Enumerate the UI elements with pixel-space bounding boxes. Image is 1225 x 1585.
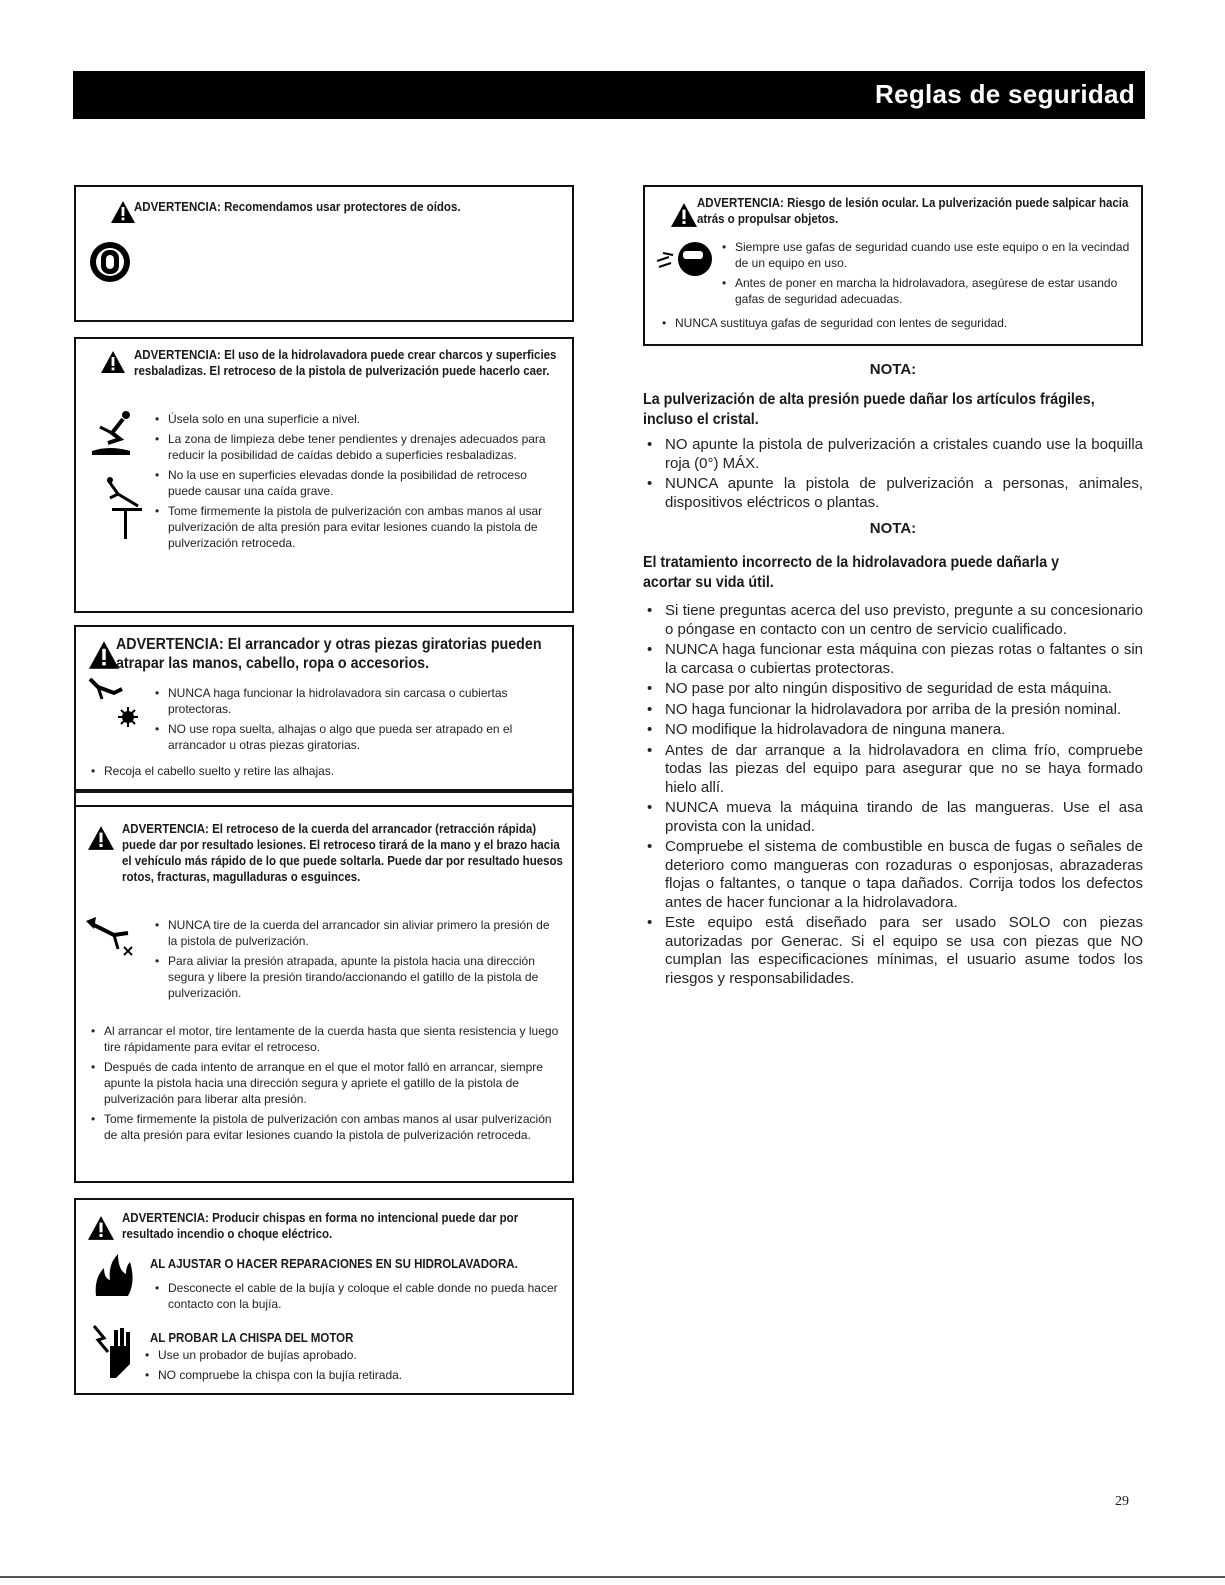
list-item: • La zona de limpieza debe tener pendientes y drenajes adecuados para reducir la posibilidad de caídas debido a superficies resbaladizas.	[152, 431, 562, 463]
list-item: • NUNCA haga funcionar la hidrolavadora sin carcasa o cubiertas protectoras.	[152, 685, 562, 717]
warning-rotating-parts-box	[74, 625, 574, 791]
page-title: Reglas de seguridad	[875, 79, 1135, 109]
list-item: • Compruebe el sistema de combustible en busca de fugas o señales de deterioro como mangueras con rozaduras o esponjosas, abrazaderas flojas o faltantes, o tanque o tapa dañados. Corrija todos los defectos antes de hacer funcionar a la hidrolavadora.	[643, 838, 1143, 912]
electric-shock-icon	[92, 1324, 132, 1380]
warning-triangle-icon	[671, 203, 697, 227]
list-item: • Recoja el cabello suelto y retire las alhajas.	[88, 763, 558, 779]
entanglement-hazard-icon	[88, 677, 140, 727]
note-heading: La pulverización de alta presión puede dañar los artículos frágiles, incluso el cristal.	[643, 391, 1095, 428]
list-item: • Úsela solo en una superficie a nivel.	[152, 411, 562, 427]
list-item: • Antes de dar arranque a la hidrolavadora en clima frío, compruebe todas las piezas del equipo para asegurar que no se haya formado hielo allí.	[643, 742, 1143, 798]
list-item: • NO pase por alto ningún dispositivo de seguridad de esta máquina.	[643, 680, 1143, 699]
list-item: • NUNCA tire de la cuerda del arrancador sin aliviar primero la presión de la pistola de pulverización.	[152, 917, 562, 949]
list-item: • Este equipo está diseñado para ser usado SOLO con piezas autorizadas por Generac. Si el equipo se usa con piezas que NO cumplan las especificaciones mínimas, el usuario asume todos los riesgos y responsabilidades.	[643, 914, 1143, 988]
list-item: • NO apunte la pistola de pulverización a cristales cuando use la boquilla roja (0°) MÁX.	[643, 436, 1143, 473]
list-item: • NUNCA sustituya gafas de seguridad con lentes de seguridad.	[659, 315, 1129, 331]
warning-rotating-title: ADVERTENCIA: El arrancador y otras piezas giratorias pueden atrapar las manos, cabello, ropa o accesorios.	[116, 636, 542, 672]
list-item: • Si tiene preguntas acerca del uso previsto, pregunte a su concesionario o póngase en contacto con un centro de servicio cualificado.	[643, 602, 1143, 639]
warning-triangle-icon	[111, 201, 135, 223]
warning-triangle-icon	[101, 351, 125, 373]
list-item: • Use un probador de bujías aprobado.	[142, 1347, 562, 1363]
list-item: • NO modifique la hidrolavadora de ninguna manera.	[643, 721, 1143, 740]
warning-sparks-box	[74, 1198, 574, 1395]
warning-sparks-title: ADVERTENCIA: Producir chispas en forma no intencional puede dar por resultado incendio o choque eléctrico.	[122, 1211, 519, 1241]
slip-hazard-icon	[90, 409, 138, 457]
sparks-subheading-adjust: AL AJUSTAR O HACER REPARACIONES EN SU HIDROLAVADORA.	[150, 1257, 518, 1271]
list-item: • NUNCA haga funcionar esta máquina con piezas rotas o faltantes o sin la carcasa o cubiertas protectoras.	[643, 641, 1143, 678]
note-list	[643, 602, 1143, 990]
list-item: • NUNCA apunte la pistola de pulverización a personas, animales, dispositivos eléctricos o plantas.	[643, 475, 1143, 512]
fall-hazard-icon	[104, 476, 146, 542]
header-bar	[73, 71, 1145, 119]
warning-triangle-icon	[88, 826, 114, 850]
footer-divider	[0, 1576, 1225, 1578]
list-item: • NO compruebe la chispa con la bujía retirada.	[142, 1367, 562, 1383]
note-list	[643, 436, 1143, 514]
list-item: • NUNCA mueva la máquina tirando de las mangueras. Use el asa provista con la unidad.	[643, 799, 1143, 836]
list-item: • Siempre use gafas de seguridad cuando use este equipo o en la vecindad de un equipo en uso.	[719, 239, 1131, 271]
ear-protection-icon	[89, 240, 131, 284]
warning-slippery-title: ADVERTENCIA: El uso de la hidrolavadora puede crear charcos y superficies resbaladizas. El retroceso de la pistola de pulverización puede hacerlo caer.	[134, 348, 557, 378]
warning-kickback-box	[74, 791, 574, 1183]
list-item: • Desconecte el cable de la bujía y coloque el cable donde no pueda hacer contacto con la bujía.	[152, 1280, 562, 1312]
list-item: • NO haga funcionar la hidrolavadora por arriba de la presión nominal.	[643, 701, 1143, 720]
list-item: • Para aliviar la presión atrapada, apunte la pistola hacia una dirección segura y libere la presión tirando/accionando el gatillo de la pistola de pulverización.	[152, 953, 562, 1001]
list-item: • Después de cada intento de arranque en el que el motor falló en arrancar, siempre apunte la pistola hacia una dirección segura y apriete el gatillo de la pistola de pulverización para liberar alta presión.	[88, 1059, 562, 1107]
kickback-hazard-icon	[84, 913, 140, 963]
warning-hearing-title: ADVERTENCIA: Recomendamos usar protectores de oídos.	[134, 200, 461, 214]
list-item: • NO use ropa suelta, alhajas o algo que pueda ser atrapado en el arrancador u otras piezas giratorias.	[152, 721, 562, 753]
list-item: • No la use en superficies elevadas donde la posibilidad de retroceso puede causar una caída grave.	[152, 467, 562, 499]
list-item: • Al arrancar el motor, tire lentamente de la cuerda hasta que sienta resistencia y luego tire rápidamente para evitar el retroceso.	[88, 1023, 562, 1055]
note-heading: El tratamiento incorrecto de la hidrolavadora puede dañarla y acortar su vida útil.	[643, 554, 1060, 591]
warning-slippery-box	[74, 337, 574, 613]
warning-kickback-title: ADVERTENCIA: El retroceso de la cuerda del arrancador (retracción rápida) puede dar por resultado lesiones. El retroceso tirará de la mano y el brazo hacia el vehículo más rápido de lo que puede soltarla. Puede dar por resultado huesos rotos, fracturas, magulladuras o esguinces.	[122, 822, 563, 884]
list-item: • Antes de poner en marcha la hidrolavadora, asegúrese de estar usando gafas de seguridad adecuadas.	[719, 275, 1131, 307]
warning-hearing-box	[74, 185, 574, 322]
warning-eye-title: ADVERTENCIA: Riesgo de lesión ocular. La pulverización puede salpicar hacia atrás o propulsar objetos.	[697, 196, 1129, 226]
page-number: 29	[1115, 1494, 1129, 1509]
sparks-subheading-test: AL PROBAR LA CHISPA DEL MOTOR	[150, 1331, 354, 1345]
safety-goggles-icon	[655, 239, 713, 279]
note-label: NOTA:	[869, 361, 917, 378]
list-item: • Tome firmemente la pistola de pulverización con ambas manos al usar pulverización de alta presión para evitar lesiones cuando la pistola de pulverización retroceda.	[152, 503, 562, 551]
fire-hazard-icon	[92, 1252, 134, 1296]
warning-eye-injury-box	[643, 185, 1143, 346]
list-item: • Tome firmemente la pistola de pulverización con ambas manos al usar pulverización de alta presión para evitar lesiones cuando la pistola de pulverización retroceda.	[88, 1111, 562, 1143]
note-label: NOTA:	[869, 520, 917, 537]
warning-triangle-icon	[89, 641, 119, 669]
warning-triangle-icon	[88, 1216, 114, 1240]
